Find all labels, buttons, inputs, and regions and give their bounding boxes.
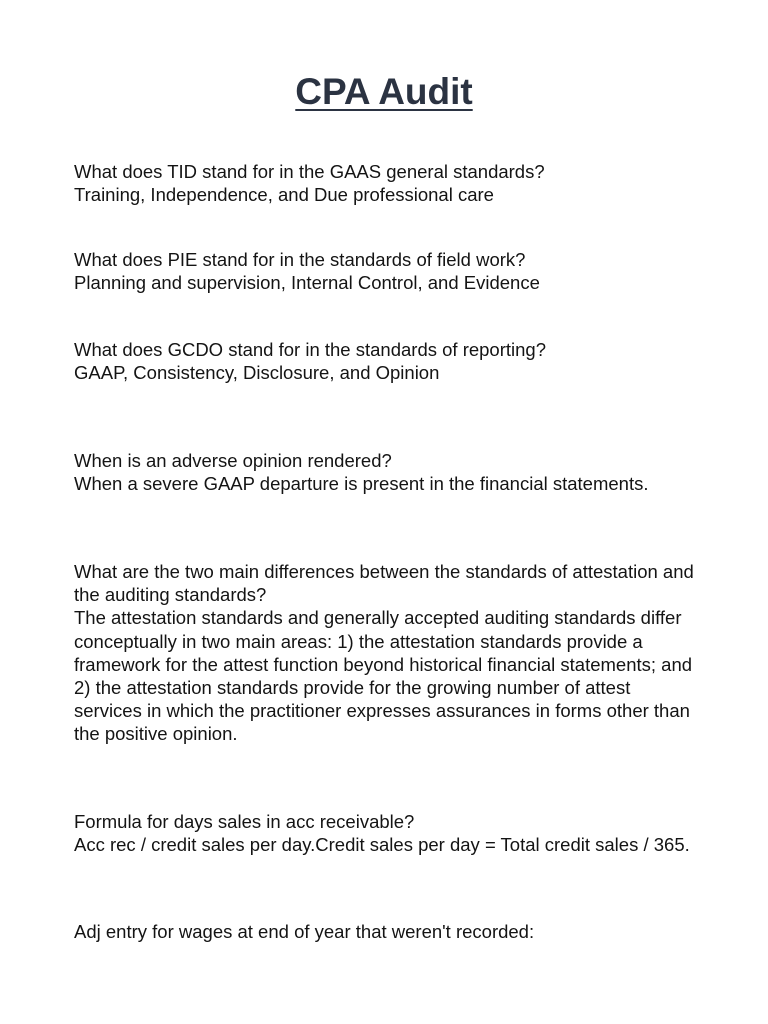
qa-item	[74, 920, 694, 943]
question-text: What are the two main differences between the standards of attestation and the auditing standards?	[74, 561, 694, 606]
question-text: What does PIE stand for in the standards of field work?	[74, 249, 526, 270]
answer-text: Training, Independence, and Due professional care	[74, 184, 494, 206]
qa-item	[74, 338, 694, 384]
answer-text: The attestation standards and generally accepted auditing standards differ conceptually in two main areas: 1) the attestation standards provide a framework for the attest function beyond historical financial statements; and 2) the attestation standards provide for the growing number of attest services in which the practitioner expresses assurances in forms other than the positive opinion.	[74, 607, 693, 745]
qa-item	[74, 248, 694, 294]
page-title	[0, 68, 768, 116]
answer-text: Planning and supervision, Internal Control, and Evidence	[74, 272, 540, 294]
qa-item	[74, 449, 694, 495]
question-text: Formula for days sales in acc receivable?	[74, 811, 415, 832]
qa-item	[74, 160, 694, 206]
answer-text: Acc rec / credit sales per day.Credit sales per day = Total credit sales / 365.	[74, 834, 690, 856]
question-text: What does TID stand for in the GAAS general standards?	[74, 161, 545, 182]
answer-text: When a severe GAAP departure is present in the financial statements.	[74, 473, 649, 495]
answer-text: GAAP, Consistency, Disclosure, and Opinion	[74, 362, 440, 384]
question-text: Adj entry for wages at end of year that weren't recorded:	[74, 921, 535, 942]
qa-item	[74, 810, 694, 856]
qa-item	[74, 560, 694, 746]
question-text: What does GCDO stand for in the standards of reporting?	[74, 339, 546, 360]
question-text: When is an adverse opinion rendered?	[74, 450, 392, 471]
page-title-text: CPA Audit	[295, 71, 473, 112]
